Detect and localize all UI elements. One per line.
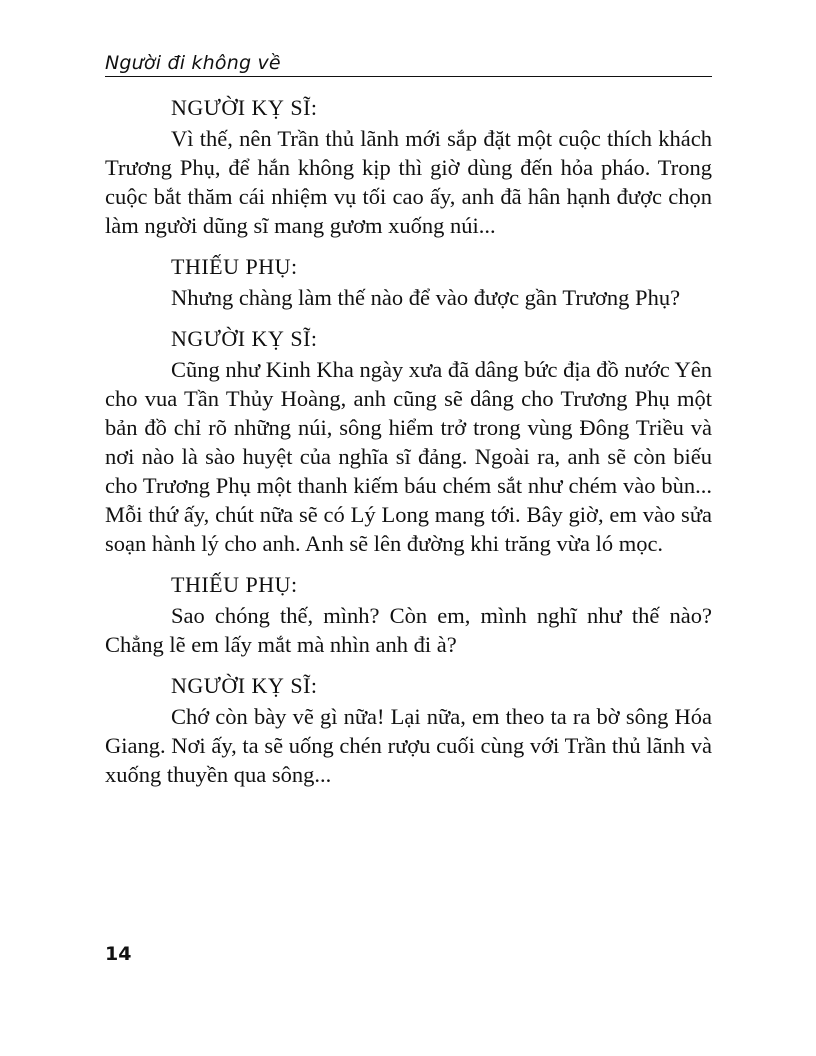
speech-paragraph: Cũng như Kinh Kha ngày xưa đã dâng bức địa đồ nước Yên cho vua Tần Thủy Hoàng, anh cũng sẽ dâng cho Trương Phụ một bản đồ chỉ rõ những núi, sông hiểm trở trong vùng Đông Triều và nơi nào là sào huyệt của nghĩa sĩ đảng. Ngoài ra, anh sẽ còn biếu cho Trương Phụ một thanh kiếm báu chém sắt như chém vào bùn... Mỗi thứ ấy, chút nữa sẽ có Lý Long mang tới. Bây giờ, em vào sửa soạn hành lý cho anh. Anh sẽ lên đường khi trăng vừa ló mọc. — [105, 357, 712, 556]
speaker-label: THIẾU PHỤ: — [171, 572, 298, 597]
dialogue-block — [105, 569, 712, 659]
page-header — [105, 50, 712, 77]
dialogue-block — [105, 323, 712, 558]
speech-paragraph: Vì thế, nên Trần thủ lãnh mới sắp đặt một cuộc thích khách Trương Phụ, để hắn không kịp thì giờ dùng đến hỏa pháo. Trong cuộc bắt thăm cái nhiệm vụ tối cao ấy, anh đã hân hạnh được chọn làm người dũng sĩ mang gươm xuống núi... — [105, 126, 712, 238]
speaker-label: NGƯỜI KỴ SĨ: — [171, 326, 318, 351]
speaker-label: NGƯỜI KỴ SĨ: — [171, 95, 318, 120]
running-title: Người đi không về — [105, 52, 281, 74]
page-body — [105, 92, 712, 800]
speaker-label: NGƯỜI KỴ SĨ: — [171, 673, 318, 698]
dialogue-block — [105, 251, 712, 312]
dialogue-block — [105, 670, 712, 789]
dialogue-block — [105, 92, 712, 240]
page-number: 14 — [105, 943, 132, 965]
speech-paragraph: Nhưng chàng làm thế nào để vào được gần Trương Phụ? — [171, 285, 681, 310]
speaker-label: THIẾU PHỤ: — [171, 254, 298, 279]
speech-paragraph: Chớ còn bày vẽ gì nữa! Lại nữa, em theo ta ra bờ sông Hóa Giang. Nơi ấy, ta sẽ uống chén rượu cuối cùng với Trần thủ lãnh và xuống thuyền qua sông... — [105, 704, 712, 787]
speech-paragraph: Sao chóng thế, mình? Còn em, mình nghĩ như thế nào? Chẳng lẽ em lấy mắt mà nhìn anh đi à? — [105, 603, 712, 657]
